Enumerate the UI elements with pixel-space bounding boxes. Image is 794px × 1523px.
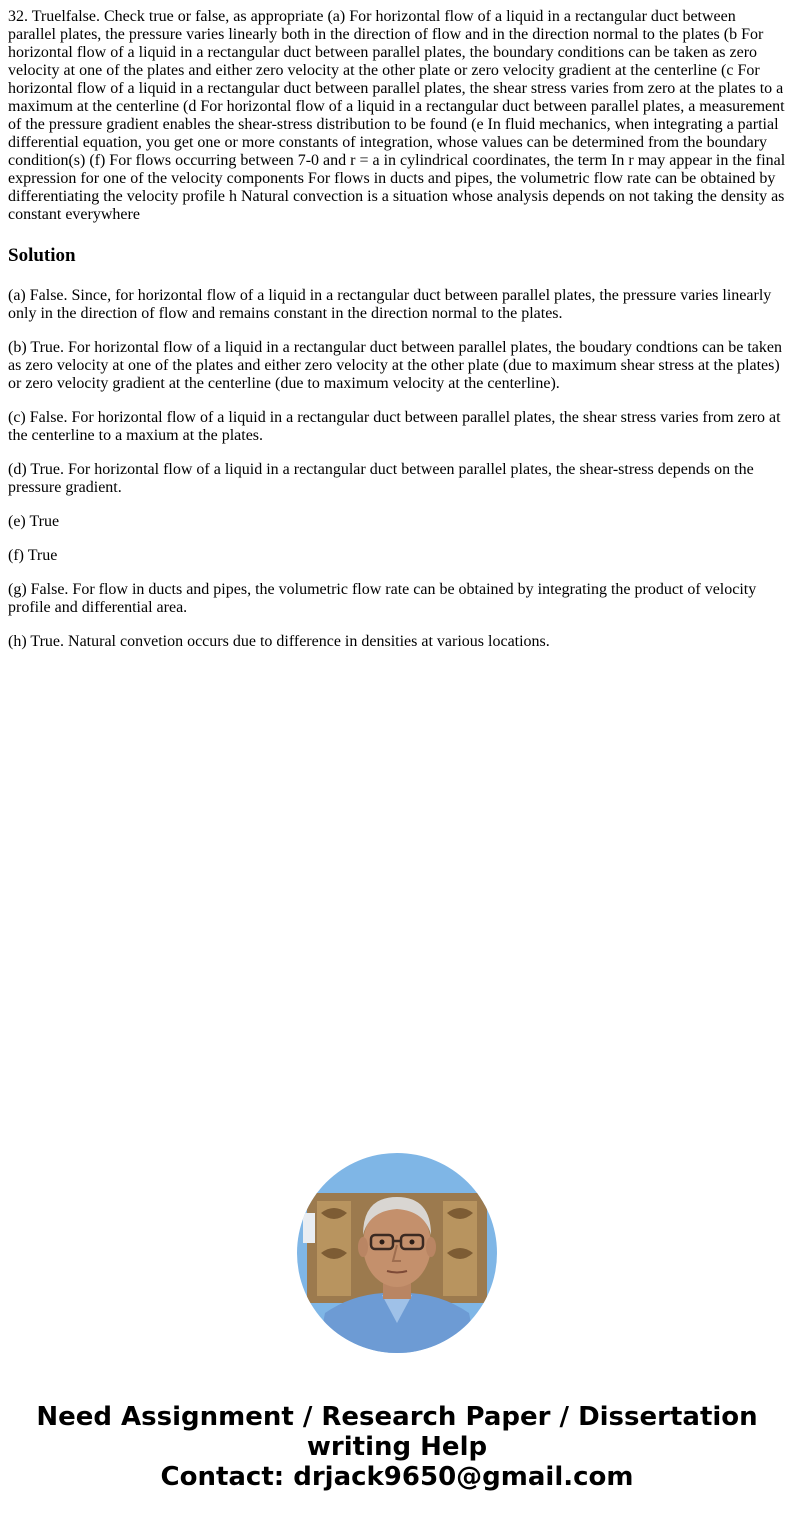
answer-b: (b) True. For horizontal flow of a liquid in a rectangular duct between parallel plates, the boudary condtions can be taken as zero velocity at one of the plates and either zero velocity at the other plate (due to maximum shear stress at the plates) or zero velocity gradient at the centerline (due to maximum velocity at the centerline). [8,339,782,392]
promo-line-2: writing Help [306,1432,488,1462]
solution-answers [8,287,786,651]
document-body [8,8,786,651]
answer-f: (f) True [8,547,58,564]
answer-c: (c) False. For horizontal flow of a liquid in a rectangular duct between parallel plates, the shear stress varies from zero at the centerline to a maxium at the plates. [8,409,781,444]
author-portrait-image [297,1153,497,1353]
promo-line-1: Need Assignment / Research Paper / Dissertation [36,1402,758,1432]
promo-contact: Contact: drjack9650@gmail.com [160,1462,634,1492]
answer-a: (a) False. Since, for horizontal flow of a liquid in a rectangular duct between parallel plates, the pressure varies linearly only in the direction of flow and remains constant in the direction normal to the plates. [8,287,772,322]
question-text: 32. Truelfalse. Check true or false, as appropriate (a) For horizontal flow of a liquid in a rectangular duct between parallel plates, the pressure varies linearly both in the direction of flow and in the direction normal to the plates (b For horizontal flow of a liquid in a rectangular duct between parallel plates, the boundary conditions can be taken as zero velocity at one of the plates and either zero velocity at the other plate or zero velocity gradient at the centerline (c For horizontal flow of a liquid in a rectangular duct between parallel plates, the shear stress varies from zero at the plates to a maximum at the centerline (d For horizontal flow of a liquid in a rectangular duct between parallel plates, a measurement of the pressure gradient enables the shear-stress distribution to be found (e In fluid mechanics, when integrating a partial differential equation, you get one or more constants of integration, whose values can be determined from the boundary condition(s) (f) For flows occurring between 7-0 and r = a in cylindrical coordinates, the term In r may appear in the final expression for one of the velocity components For flows in ducts and pipes, the volumetric flow rate can be obtained by differentiating the velocity profile h Natural convection is a situation whose analysis depends on not taking the density as constant everywhere [8,8,786,223]
promo-banner [0,1402,794,1492]
solution-heading: Solution [8,245,76,266]
answer-d: (d) True. For horizontal flow of a liquid in a rectangular duct between parallel plates, the shear-stress depends on the pressure gradient. [8,461,754,496]
answer-h: (h) True. Natural convetion occurs due to difference in densities at various locations. [8,633,550,650]
answer-e: (e) True [8,513,60,530]
author-avatar [297,1153,497,1353]
answer-g: (g) False. For flow in ducts and pipes, the volumetric flow rate can be obtained by integrating the product of velocity profile and differential area. [8,581,757,616]
